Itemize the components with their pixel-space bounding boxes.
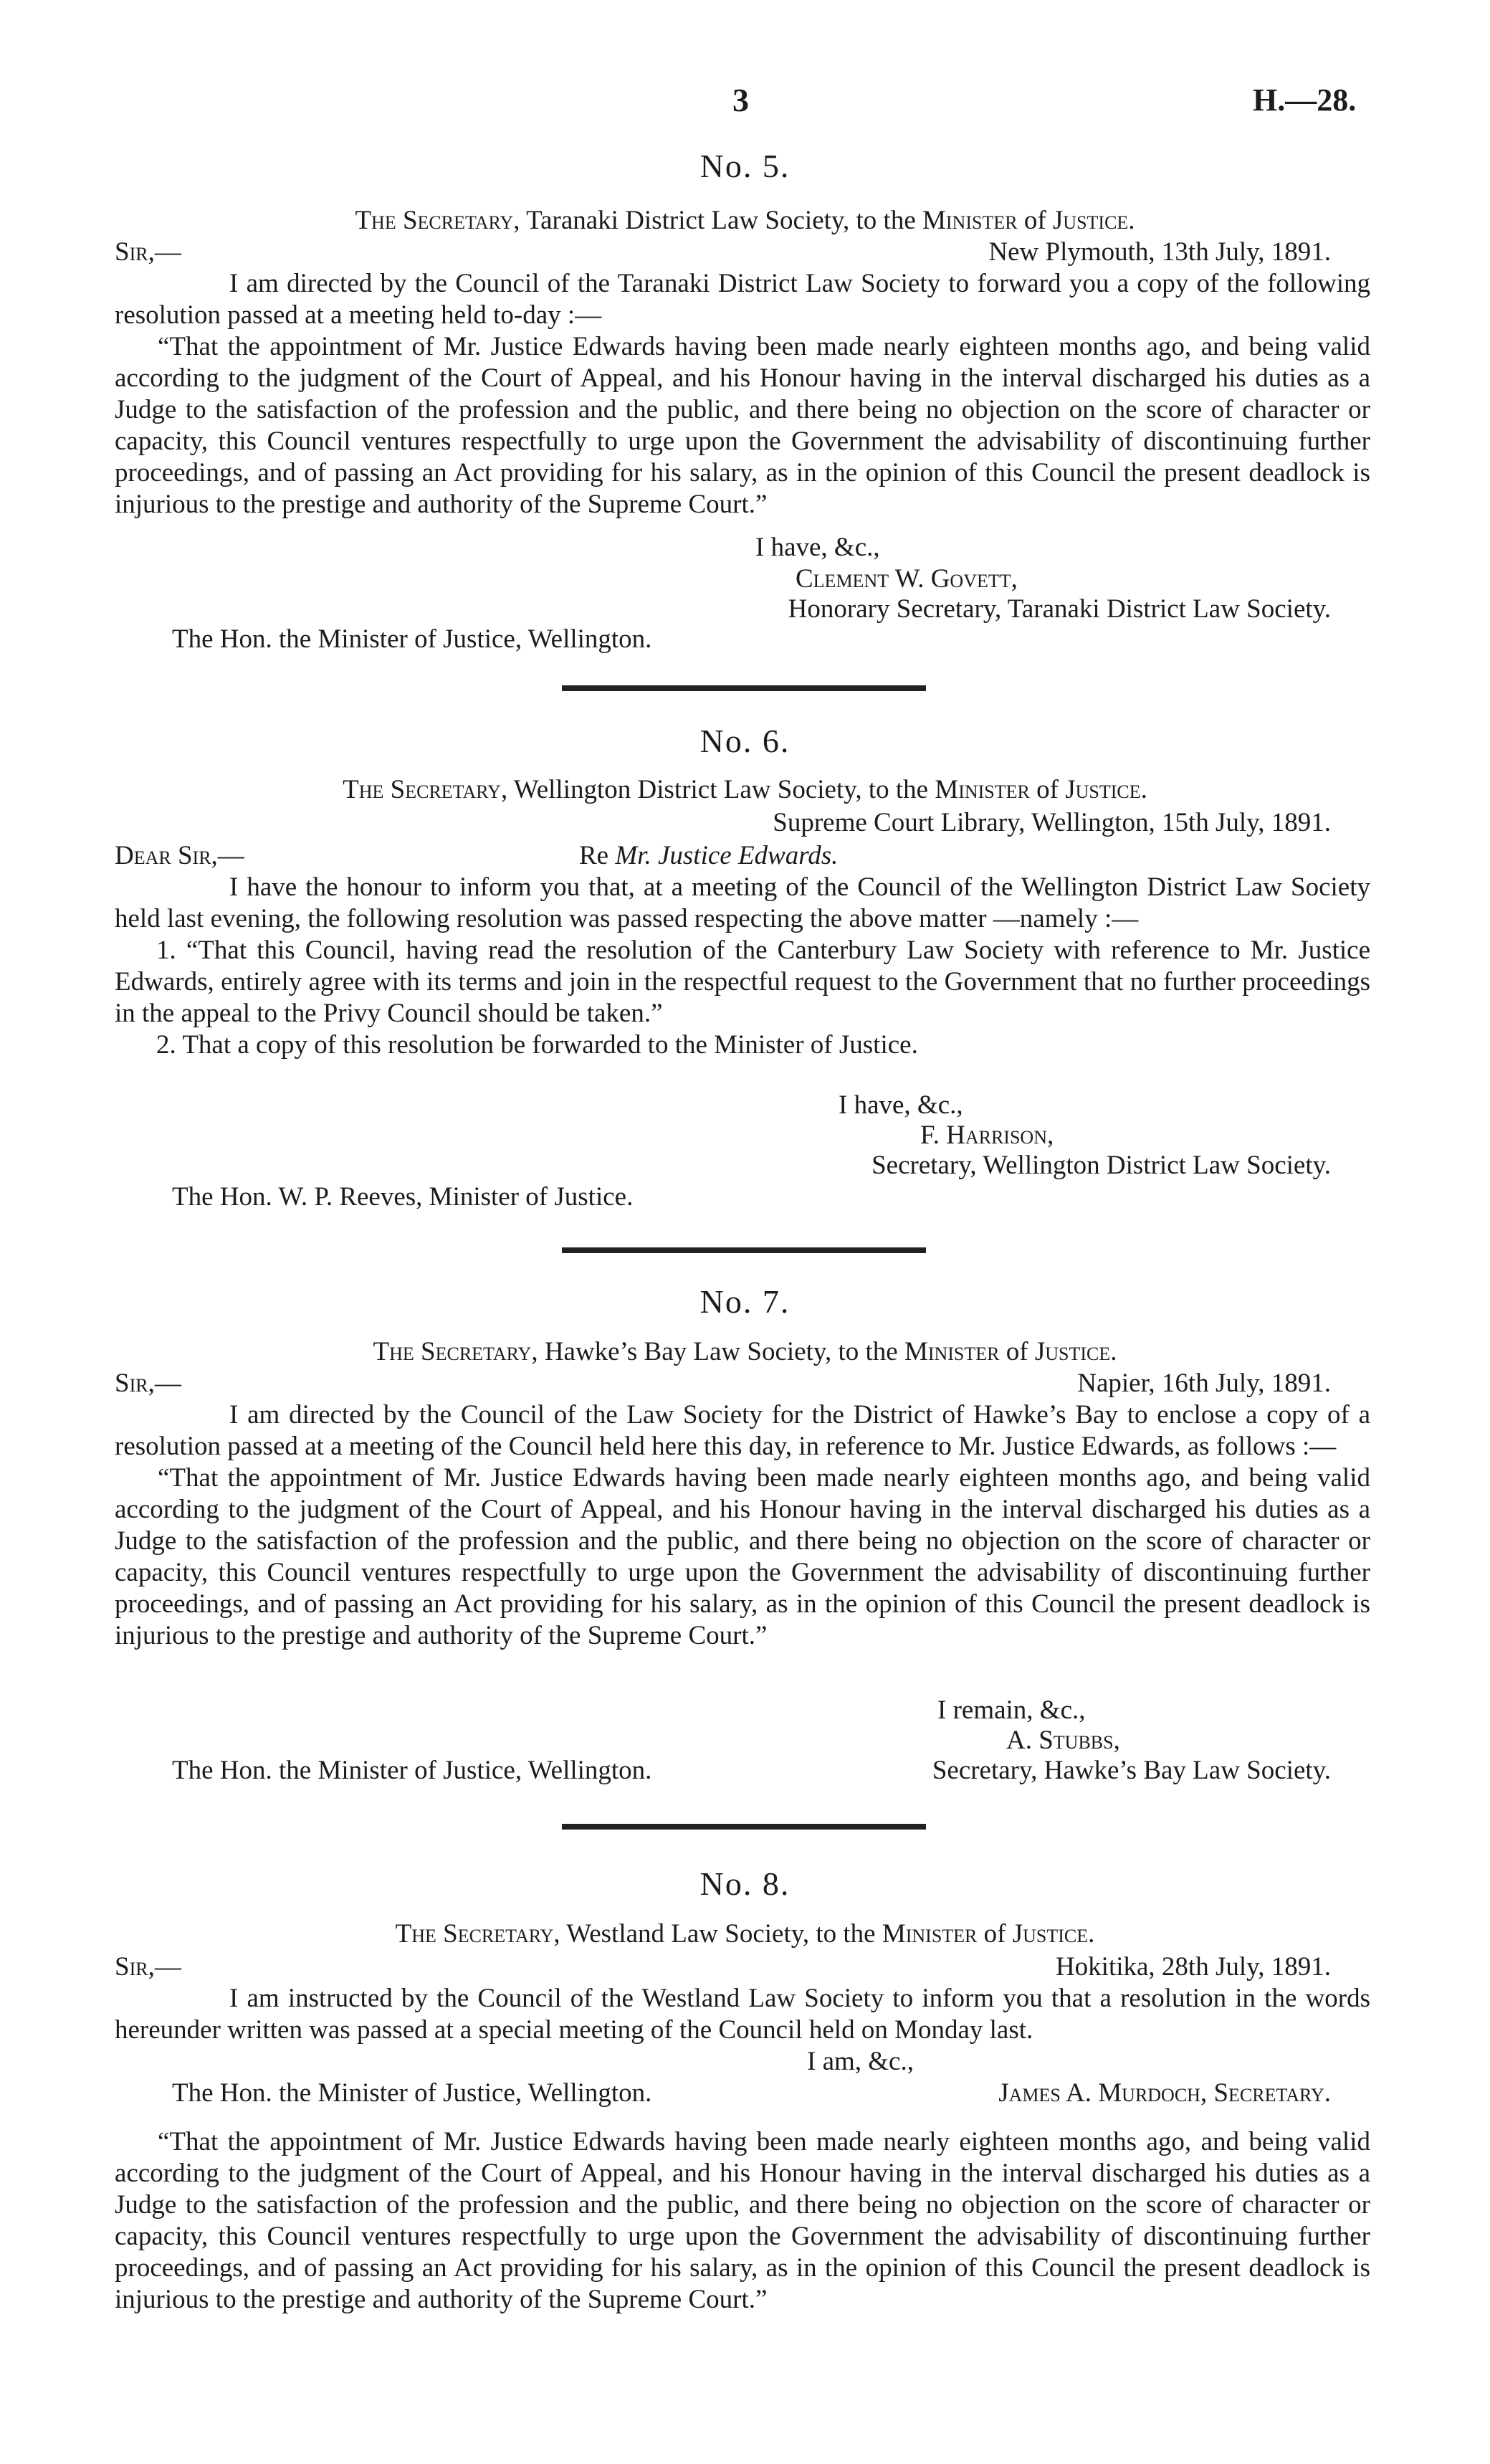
letter-7-salutation: Sir,— — [115, 1369, 181, 1398]
letter-5-closing: I have, &c., — [755, 533, 880, 562]
letter-6-re-line: Re Mr. Justice Edwards. — [579, 841, 839, 870]
letter-6-place-date: Supreme Court Library, Wellington, 15th July, 1891. — [773, 808, 1331, 837]
letter-6-text — [115, 872, 1370, 1061]
document-reference: H.—28. — [1253, 82, 1357, 118]
letter-5-body: I am directed by the Council of the Taranaki District Law Society to forward you a copy of the following resolution passed at a meeting held to-day :— — [115, 269, 1370, 330]
letter-8-signatory: James A. Murdoch, Secretary. — [998, 2078, 1331, 2108]
letter-7-signatory-title: Secretary, Hawke’s Bay Law Society. — [932, 1756, 1331, 1785]
letter-5-text — [115, 268, 1370, 520]
letter-5-heading: No. 5. — [699, 148, 791, 184]
letter-8-closing: I am, &c., — [807, 2047, 914, 2076]
letter-5-signatory-title: Honorary Secretary, Taranaki District Law Society. — [788, 594, 1331, 624]
letter-7-body: I am directed by the Council of the Law Society for the District of Hawke’s Bay to enclose a copy of a resolution passed at a meeting of the Council held here this day, in reference to Mr. Justice Edwards, as follows :— — [115, 1400, 1370, 1461]
letter-7-closing: I remain, &c., — [937, 1695, 1086, 1725]
letter-8-from-to-line: The Secretary, Westland Law Society, to the Minister of Justice. — [395, 1919, 1095, 1949]
letter-8-heading: No. 8. — [699, 1865, 791, 1902]
letter-8-addressee: The Hon. the Minister of Justice, Wellington. — [172, 2078, 652, 2108]
letter-5-quote: “That the appointment of Mr. Justice Edwards having been made nearly eighteen months ago, and being valid according to the judgment of the Court of Appeal, and his Honour having in the interval discharged his duties as a Judge to the satisfaction of the profession and the public, and there being no objection on the score of character or capacity, this Council ventures respectfully to urge upon the Government the advisability of discontinuing further proceedings, and of passing an Act providing for his salary, as in the opinion of this Council the present deadlock is injurious to the prestige and authority of the Supreme Court.” — [115, 332, 1370, 519]
letter-8-body: I am instructed by the Council of the Westland Law Society to inform you that a resolution in the words hereunder written was passed at a special meeting of the Council held on Monday last. — [115, 1984, 1370, 2045]
letter-6-from-to-line: The Secretary, Wellington District Law Society, to the Minister of Justice. — [343, 775, 1147, 804]
letter-6-addressee: The Hon. W. P. Reeves, Minister of Justice. — [172, 1182, 634, 1212]
letter-7-signatory: A. Stubbs, — [1006, 1726, 1120, 1755]
letter-6-signatory: F. Harrison, — [920, 1121, 1054, 1150]
letter-8-quote: “That the appointment of Mr. Justice Edwards having been made nearly eighteen months ago, and being valid according to the judgment of the Court of Appeal, and his Honour having in the interval discharged his duties as a Judge to the satisfaction of the profession and the public, and there being no objection on the score of character or capacity, this Council ventures respectfully to urge upon the Government the advisability of discontinuing further proceedings, and of passing an Act providing for his salary, as in the opinion of this Council the present deadlock is injurious to the prestige and authority of the Supreme Court.” — [115, 2127, 1370, 2314]
letter-7-quote: “That the appointment of Mr. Justice Edwards having been made nearly eighteen months ago, and being valid according to the judgment of the Court of Appeal, and his Honour having in the interval discharged his duties as a Judge to the satisfaction of the profession and the public, and there being no objection on the score of character or capacity, this Council ventures respectfully to urge upon the Government the advisability of discontinuing further proceedings, and of passing an Act providing for his salary, as in the opinion of this Council the present deadlock is injurious to the prestige and authority of the Supreme Court.” — [115, 1463, 1370, 1650]
letter-5-from-to-line: The Secretary, Taranaki District Law Society, to the Minister of Justice. — [355, 206, 1135, 235]
letter-6-resolution-2: 2. That a copy of this resolution be forwarded to the Minister of Justice. — [156, 1030, 918, 1060]
letter-7-from-to-line: The Secretary, Hawke’s Bay Law Society, to the Minister of Justice. — [373, 1337, 1117, 1366]
letter-6-closing: I have, &c., — [839, 1090, 963, 1120]
letter-7-place-date: Napier, 16th July, 1891. — [1077, 1369, 1331, 1398]
letter-5-place-date: New Plymouth, 13th July, 1891. — [988, 237, 1331, 267]
letter-7-text — [115, 1399, 1370, 1652]
letter-5-salutation: Sir,— — [115, 237, 181, 267]
letter-5-addressee: The Hon. the Minister of Justice, Wellington. — [172, 624, 652, 654]
letter-7-heading: No. 7. — [699, 1283, 791, 1320]
letter-5-signatory: Clement W. Govett, — [796, 564, 1018, 594]
letter-8-quote-block — [115, 2126, 1370, 2316]
section-divider — [562, 1247, 926, 1253]
letter-6-heading: No. 6. — [699, 723, 791, 759]
letter-6-salutation: Dear Sir,— — [115, 841, 244, 870]
letter-6-signatory-title: Secretary, Wellington District Law Society. — [871, 1151, 1331, 1180]
letter-8-text — [115, 1983, 1370, 2046]
letter-6-body: I have the honour to inform you that, at a meeting of the Council of the Wellington District Law Society held last evening, the following resolution was passed respecting the above matter —namely :— — [115, 872, 1370, 933]
letter-8-salutation: Sir,— — [115, 1952, 181, 1982]
section-divider — [562, 1824, 926, 1830]
letter-7-addressee: The Hon. the Minister of Justice, Wellington. — [172, 1756, 652, 1785]
letter-6-resolution-1: 1. “That this Council, having read the resolution of the Canterbury Law Society with reference to Mr. Justice Edwards, entirely agree with its terms and join in the respectful request to the Government that no further proceedings in the appeal to the Privy Council should be taken.” — [115, 936, 1370, 1028]
letter-8-place-date: Hokitika, 28th July, 1891. — [1055, 1952, 1331, 1982]
page-number: 3 — [732, 82, 749, 118]
section-divider — [562, 685, 926, 691]
